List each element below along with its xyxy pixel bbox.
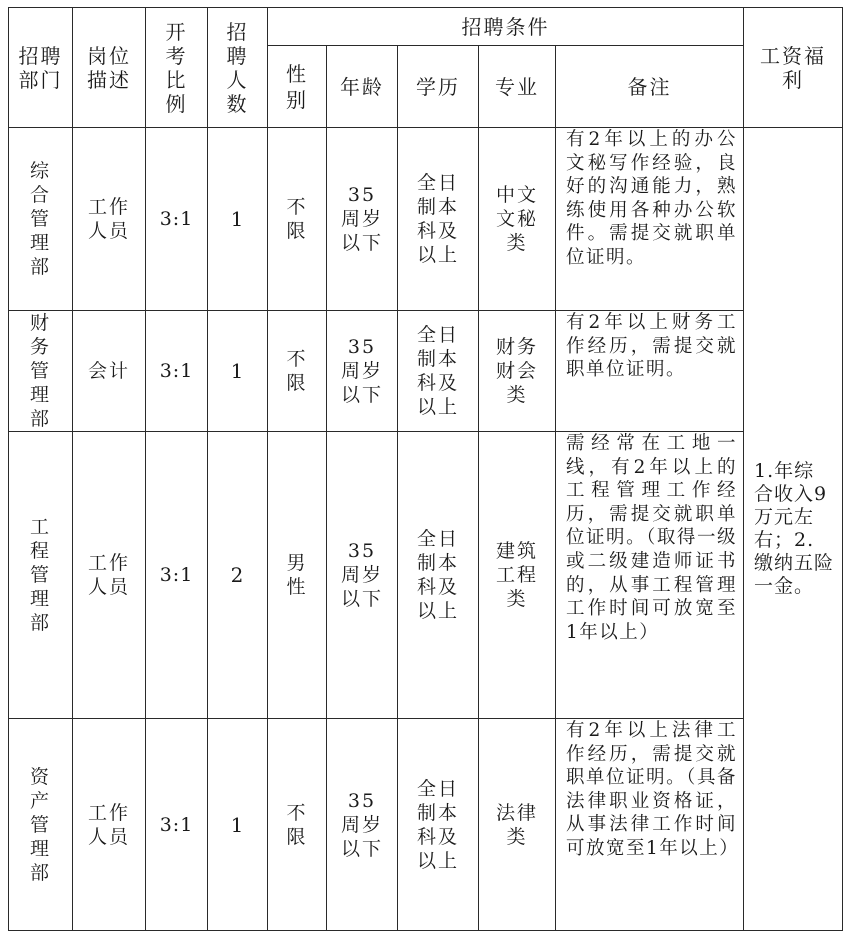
major-cell: 中文文秘类 — [479, 128, 556, 311]
table-row — [9, 311, 843, 432]
gender-cell: 不限 — [268, 719, 327, 931]
gender-cell: 男性 — [268, 432, 327, 719]
wage-cell: 1.年综合收入9万元左右；2.缴纳五险一金。 — [744, 128, 843, 931]
edu-cell: 全日制本科及以上 — [398, 128, 479, 311]
dept-cell: 财务管理部 — [9, 311, 73, 432]
header-dept: 招聘部门 — [9, 8, 73, 128]
table-row — [9, 719, 843, 931]
header-major: 专业 — [479, 46, 556, 128]
age-cell: 35周岁以下 — [327, 311, 398, 432]
gender-cell: 不限 — [268, 128, 327, 311]
note-cell: 有2年以上财务工作经历，需提交就职单位证明。 — [556, 311, 744, 432]
major-cell: 建筑工程类 — [479, 432, 556, 719]
header-desc: 岗位描述 — [73, 8, 146, 128]
age-cell: 35周岁以下 — [327, 128, 398, 311]
recruitment-table-wrapper — [8, 7, 843, 931]
ratio-cell: 3:1 — [146, 311, 208, 432]
header-gender: 性别 — [268, 46, 327, 128]
table-row — [9, 432, 843, 719]
header-age: 年龄 — [327, 46, 398, 128]
note-cell: 需经常在工地一线，有2年以上的工程管理工作经历，需提交就职单位证明。（取得一级或二级建造师证书的，从事工程管理工作时间可放宽至1年以上） — [556, 432, 744, 719]
ratio-cell: 3:1 — [146, 432, 208, 719]
desc-cell: 工作人员 — [73, 719, 146, 931]
age-cell: 35周岁以下 — [327, 719, 398, 931]
desc-cell: 工作人员 — [73, 128, 146, 311]
count-cell: 2 — [208, 432, 268, 719]
note-cell: 有2年以上的办公文秘写作经验，良好的沟通能力，熟练使用各种办公软件。需提交就职单位证明。 — [556, 128, 744, 311]
table-row — [9, 128, 843, 311]
major-cell: 法律类 — [479, 719, 556, 931]
dept-cell: 工程管理部 — [9, 432, 73, 719]
header-note: 备注 — [556, 46, 744, 128]
count-cell: 1 — [208, 128, 268, 311]
header-wage: 工资福利 — [744, 8, 843, 128]
count-cell: 1 — [208, 311, 268, 432]
edu-cell: 全日制本科及以上 — [398, 719, 479, 931]
ratio-cell: 3:1 — [146, 128, 208, 311]
count-cell: 1 — [208, 719, 268, 931]
dept-cell: 资产管理部 — [9, 719, 73, 931]
desc-cell: 会计 — [73, 311, 146, 432]
ratio-cell: 3:1 — [146, 719, 208, 931]
major-cell: 财务财会类 — [479, 311, 556, 432]
desc-cell: 工作人员 — [73, 432, 146, 719]
note-cell: 有2年以上法律工作经历，需提交就职单位证明。（具备法律职业资格证，从事法律工作时间可放宽至1年以上） — [556, 719, 744, 931]
recruitment-table — [8, 7, 843, 931]
gender-cell: 不限 — [268, 311, 327, 432]
age-cell: 35周岁以下 — [327, 432, 398, 719]
header-edu: 学历 — [398, 46, 479, 128]
header-count: 招聘人数 — [208, 8, 268, 128]
dept-cell: 综合管理部 — [9, 128, 73, 311]
header-conditions: 招聘条件 — [268, 8, 744, 46]
edu-cell: 全日制本科及以上 — [398, 432, 479, 719]
edu-cell: 全日制本科及以上 — [398, 311, 479, 432]
header-ratio: 开考比例 — [146, 8, 208, 128]
